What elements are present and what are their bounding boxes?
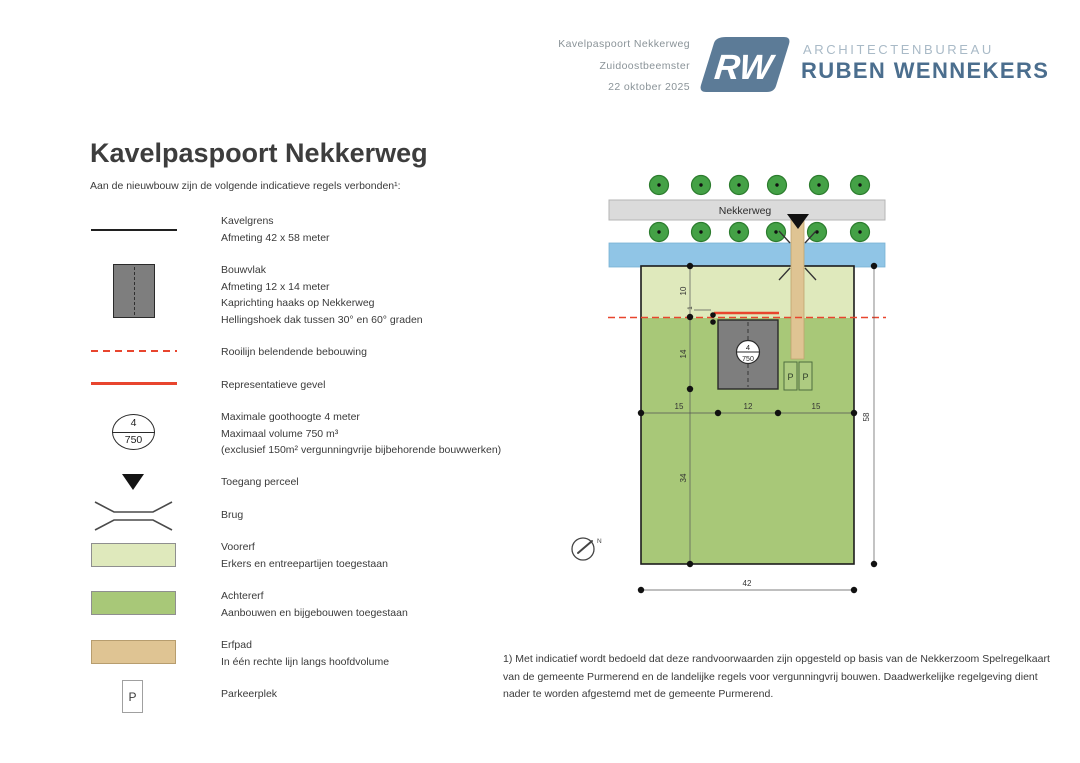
legend-item-kavelgrens xyxy=(221,213,330,246)
goothoogte-circle-icon xyxy=(737,341,760,364)
doc-date-line: 22 oktober 2025 xyxy=(608,81,690,93)
dim-voorerf-depth: 10 xyxy=(679,286,688,296)
legend-line: Aanbouwen en bijgebouwen toegestaan xyxy=(221,606,408,619)
document-meta xyxy=(300,34,690,99)
legend-line: (exclusief 150m² vergunningvrije bijbehorende bouwwerken) xyxy=(221,444,502,456)
legend-item-goothoogte xyxy=(221,409,501,459)
footnote-text: 1) Met indicatief wordt bedoeld dat deze randvoorwaarden zijn opgesteld op basis van de Nekkerzoom Spelregelkaart van de gemeente Purmerend en de landelijke regels voor vergunningvrij bouwen. Daadwerkelijke regelgeving dient nader te worden afgestemd met de gemeente Purmerend. xyxy=(503,653,1050,700)
legend-line: Afmeting 42 x 58 meter xyxy=(221,231,330,244)
legend-line: Maximale goothoogte 4 meter xyxy=(221,411,360,423)
logo-bureau-label: ARCHITECTENBUREAU xyxy=(803,42,994,57)
dim-seg-left: 15 xyxy=(674,402,684,411)
dim-seg-mid: 12 xyxy=(743,402,753,411)
goothoogte-value: 4 xyxy=(745,343,751,352)
site-plan xyxy=(540,163,900,608)
north-arrow-icon xyxy=(572,538,602,560)
parking-letter: P xyxy=(128,689,137,704)
doc-title-line: Kavelpaspoort Nekkerweg xyxy=(558,38,690,50)
legend-line: Voorerf xyxy=(221,541,255,553)
legend-item-rooilijn xyxy=(221,344,367,361)
dim-achtererf-depth: 34 xyxy=(679,473,688,483)
rw-logo-icon xyxy=(698,35,792,94)
achtererf-swatch-icon xyxy=(91,591,176,615)
legend-item-parkeerplek xyxy=(221,686,277,703)
page-title: Kavelpaspoort Nekkerweg xyxy=(90,138,428,168)
legend-line: Afmeting 12 x 14 meter xyxy=(221,280,330,293)
legend-line: Kavelgrens xyxy=(221,215,274,227)
parking-letter: P xyxy=(802,372,809,382)
legend-item-achtererf xyxy=(221,588,408,621)
tree-row-top xyxy=(650,176,870,195)
toegang-triangle-icon xyxy=(122,474,144,490)
dim-gevel-offset: 1 xyxy=(687,306,694,310)
legend-line: Bouwvlak xyxy=(221,264,266,276)
legend-line: Toegang perceel xyxy=(221,476,299,488)
dim-total-depth: 58 xyxy=(862,412,871,422)
legend-line: Achtererf xyxy=(221,590,264,602)
gevel-red-line-icon xyxy=(91,382,177,385)
legend-line: Brug xyxy=(221,509,244,521)
road-label: Nekkerweg xyxy=(718,205,772,217)
legend-item-gevel xyxy=(221,377,325,394)
legend-item-bouwvlak xyxy=(221,262,423,328)
intro-text: Aan de nieuwbouw zijn de volgende indicatieve regels verbonden¹: xyxy=(90,180,401,192)
legend-line: Erkers en entreepartijen toegestaan xyxy=(221,557,388,570)
legend-item-erfpad xyxy=(221,637,389,670)
rooilijn-dashed-line-icon xyxy=(91,350,177,352)
logo-monogram: RW xyxy=(712,48,775,87)
dim-bouwvlak-depth: 14 xyxy=(679,349,688,359)
legend-line: In één rechte lijn langs hoofdvolume xyxy=(221,655,390,668)
legend-line: Kaprichting haaks op Nekkerweg xyxy=(221,297,375,309)
goothoogte-circle-icon xyxy=(112,414,155,450)
legend-item-voorerf xyxy=(221,539,388,572)
tree-row-bottom xyxy=(650,223,870,242)
legend-line: Maximaal volume 750 m³ xyxy=(221,427,339,440)
bouwvlak-swatch-icon xyxy=(113,264,155,318)
parking-letter: P xyxy=(787,372,794,382)
dim-seg-right: 15 xyxy=(811,402,821,411)
water-band xyxy=(609,243,885,267)
dim-total-width: 42 xyxy=(742,579,752,588)
logo-name-label: RUBEN WENNEKERS xyxy=(801,58,1050,83)
erfpad-swatch-icon xyxy=(91,640,176,664)
voorerf-zone xyxy=(641,266,854,318)
volume-value: 750 xyxy=(124,434,143,446)
north-label: N xyxy=(597,538,602,545)
toegang-triangle-icon xyxy=(787,214,809,229)
roof-ridge-dashed-line xyxy=(134,267,135,315)
legend-item-toegang xyxy=(221,474,299,491)
doc-location-line: Zuidoostbeemster xyxy=(599,59,690,72)
voorerf-swatch-icon xyxy=(91,543,176,567)
legend-line: Rooilijn belendende bebouwing xyxy=(221,346,367,358)
legend-line: Representatieve gevel xyxy=(221,379,326,391)
parkeerplek-icon xyxy=(122,680,143,713)
legend-line: Hellingshoek dak tussen 30° en 60° graden xyxy=(221,313,423,326)
kavelgrens-line-icon xyxy=(91,229,177,231)
legend-line: Erfpad xyxy=(221,639,252,651)
legend-item-brug xyxy=(221,507,243,524)
legend-line: Parkeerplek xyxy=(221,688,278,700)
erfpad-strip xyxy=(791,220,804,359)
volume-value: 750 xyxy=(742,356,754,363)
brug-icon xyxy=(94,499,174,533)
goothoogte-value: 4 xyxy=(130,417,137,429)
